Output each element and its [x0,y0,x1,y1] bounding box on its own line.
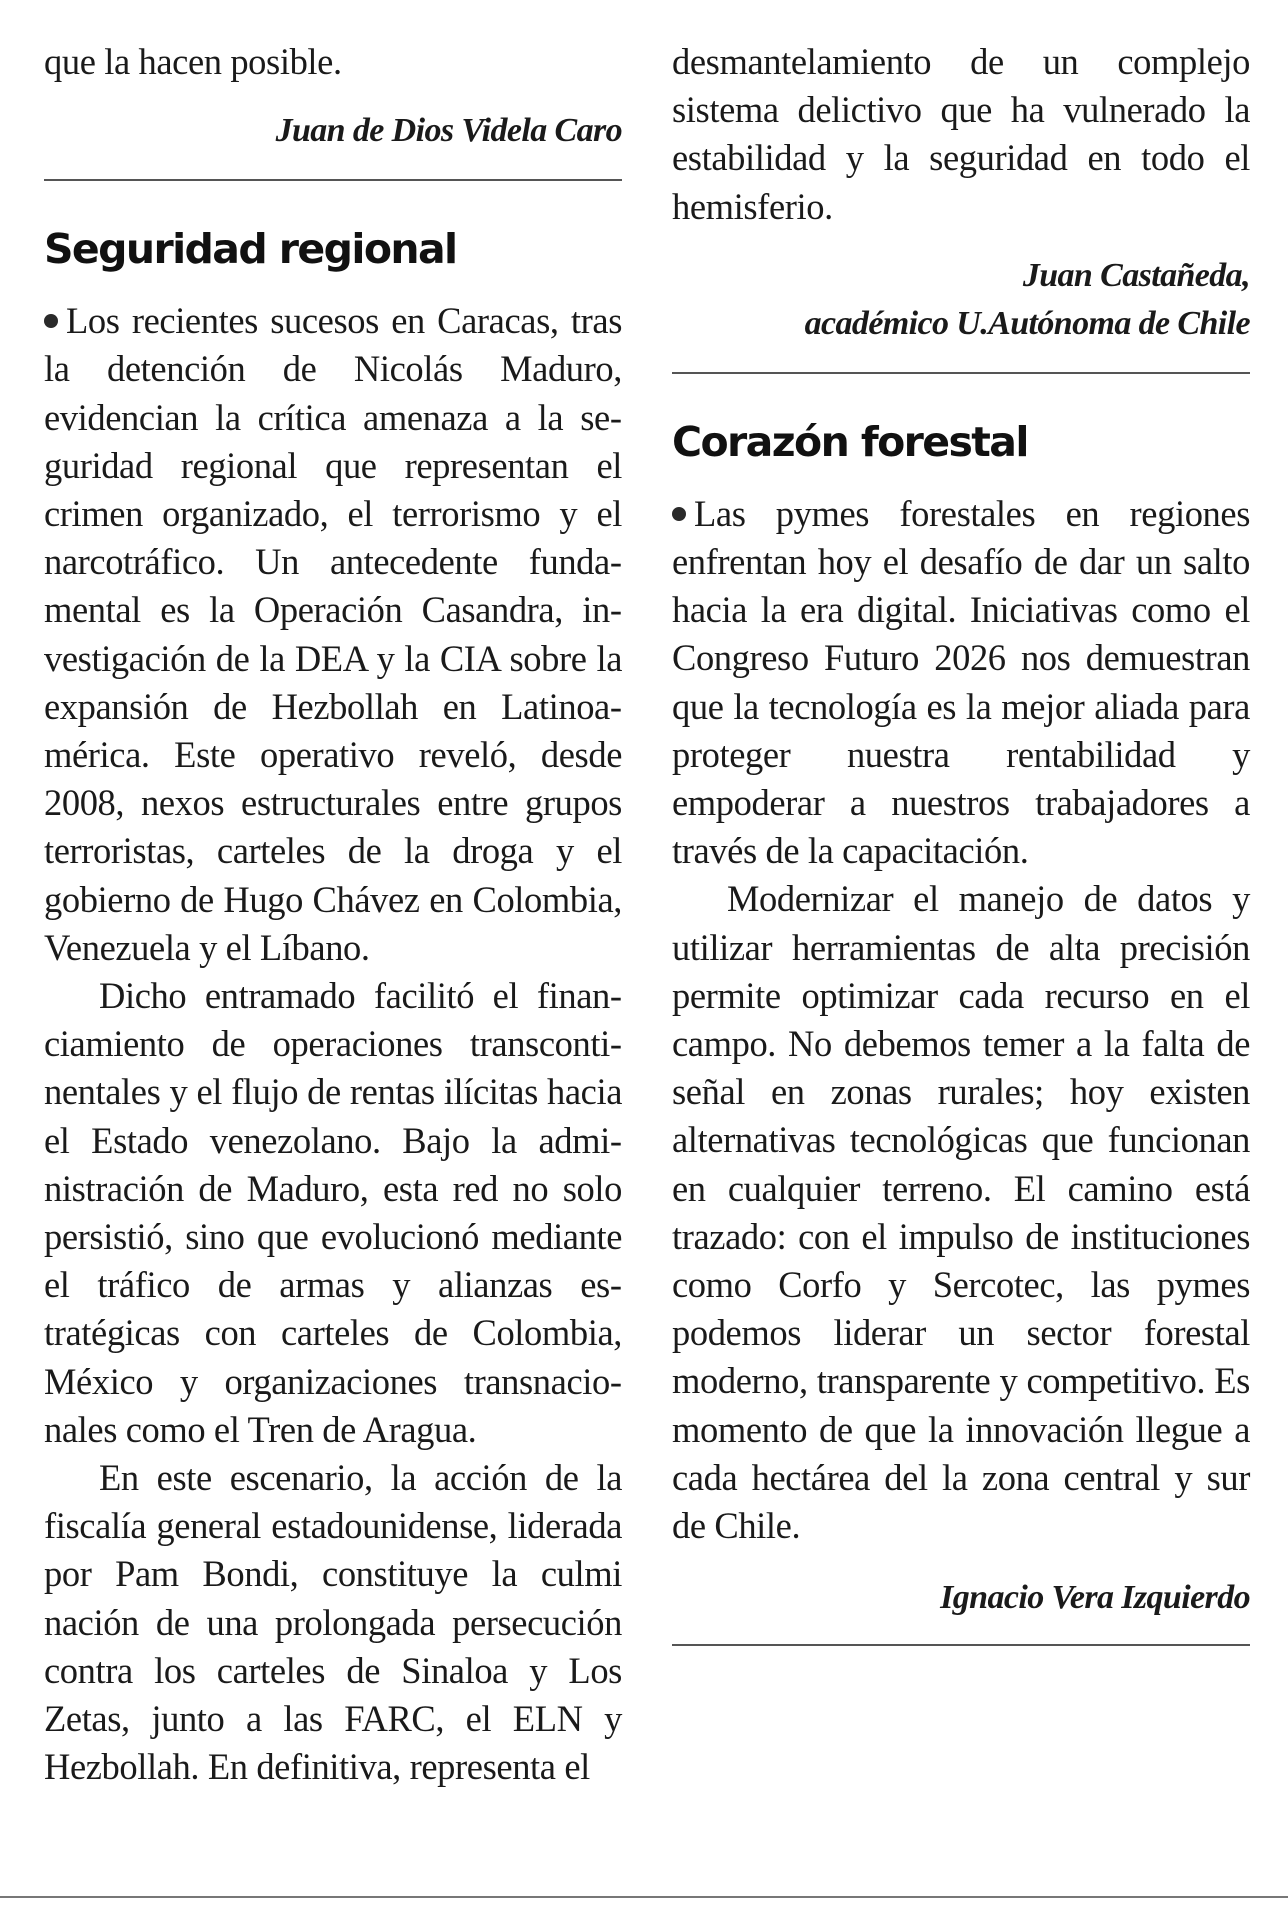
paragraph-text: Los recientes sucesos en Caracas, tras la detención de Nicolás Maduro, evidencian la crítica amenaza a la seguridad regional que representan el crimen organizado, el terrorismo y el narcotráfico. Un antecedente fundamental es la Operación Casandra, investigación de la DEA y la CIA sobre la expansión de Hezbollah en Latinoamérica. Este operativo reveló, desde 2008, nexos estructurales entre grupos terroristas, carteles de la droga y el gobierno de Hugo Chávez en Colombia, Venezuela y el Líbano. [44,300,622,968]
page-bottom-rule [0,1896,1288,1898]
bullet-icon [672,507,686,521]
article-paragraph: Modernizar el manejo de datos y utilizar herramientas de alta precisión permite optimizar cada recurso en el campo. No debemos temer a la falta de señal en zonas rurales; hoy existen alternativas tecnológicas que funcionan en cualquier terreno. El camino está trazado: con el impulso de instituciones como Corfo y Sercotec, las pymes podemos liderar un sector forestal moderno, transparente y competitivo. Es momento de que la innovación llegue a cada hectárea del la zona central y sur de Chile. [672,878,1250,1547]
previous-letter-signature-name: Juan Castañeda, [1022,256,1250,294]
left-column [44,38,622,1792]
article-headline-seguridad-regional: Seguridad regional [44,225,457,274]
article-paragraph [672,490,1250,876]
article-paragraph [44,297,622,972]
article-paragraph: Dicho entramado facilitó el financiamiento de operaciones transcontinentales y el flujo de rentas ilícitas hacia el Estado venezolano. Bajo la administración de Maduro, esta red no solo persistió, sino que evolucionó mediante el tráfico de armas y alianzas estratégicas con carteles de Colombia, México y organizaciones transnacionales como el Tren de Aragua. [44,975,622,1450]
previous-letter-signature-affiliation: académico U.Autónoma de Chile [804,304,1250,342]
previous-letter-signature: Juan de Dios Videla Caro [275,112,622,150]
paragraph-text: Las pymes forestales en regiones enfrentan hoy el desafío de dar un salto hacia la era digital. Iniciativas como el Congreso Futuro 2026 nos demuestran que la tecnología es la mejor aliada para proteger nuestra rentabilidad y empoderar a nuestros trabajadores a través de la capacitación. [672,492,1250,872]
article-headline-corazon-forestal: Corazón forestal [672,417,1028,466]
section-divider [672,372,1250,374]
previous-letter-continuation: desmantelamiento de un complejo sistema delictivo que ha vulnerado la estabilidad y la seguridad en todo el hemisferio. [672,41,1250,227]
previous-letter-tail: que la hacen posible. [44,41,342,82]
bullet-icon [44,314,58,328]
article-signature: Ignacio Vera Izquierdo [940,1579,1250,1617]
section-divider [672,1644,1250,1646]
article-paragraph: En este escenario, la acción de la fiscalía general estadounidense, liderada por Pam Bondi, constituye la culmi nación de una prolongada persecución contra los carteles de Sinaloa y Los Zetas, junto a las FARC, el ELN y Hezbollah. En definitiva, representa el [44,1457,622,1788]
section-divider [44,179,622,181]
right-column [672,38,1250,1646]
